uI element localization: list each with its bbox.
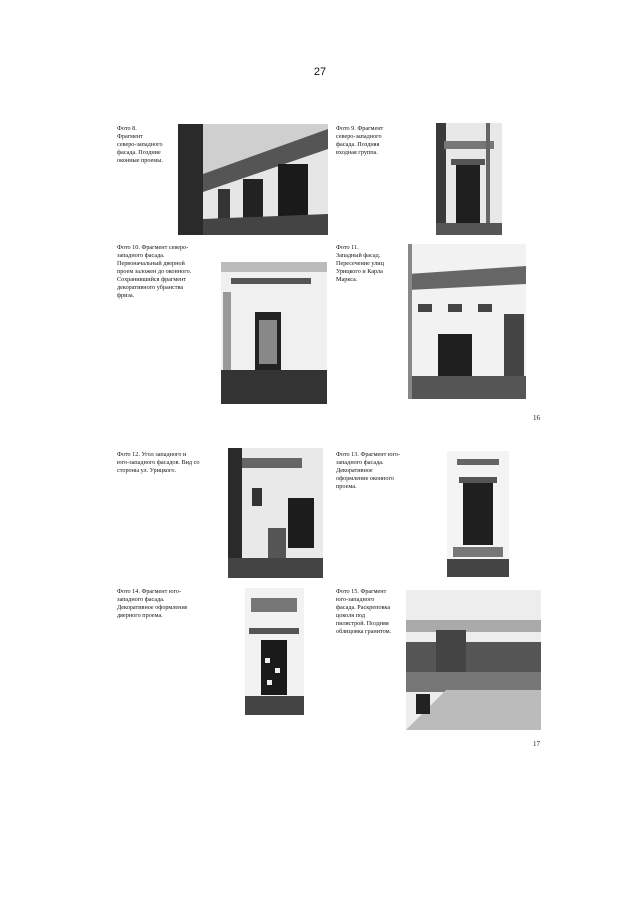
caption-photo-12: Фото 12. Угол западного и юго-западного фасадов. Вид со стороны ул. Урицкого. bbox=[117, 451, 200, 474]
photo-13 bbox=[447, 451, 509, 577]
photo-10 bbox=[221, 262, 327, 404]
caption-photo-8: Фото 8. Фрагмент северо-западного фасада. Поздние оконные проемы. bbox=[117, 125, 163, 164]
caption-photo-14: Фото 14. Фрагмент юго- западного фасада. Декоративное оформление дверного проема. bbox=[117, 588, 188, 619]
photo-14 bbox=[245, 588, 304, 715]
photo-11 bbox=[408, 244, 526, 399]
sheet-number-17: 17 bbox=[533, 740, 540, 748]
photo-8 bbox=[178, 124, 328, 235]
photo-15 bbox=[406, 590, 541, 730]
caption-photo-10: Фото 10. Фрагмент северо- западного фасада. Первоначальный дверной проем заложен до оконного. Сохранившийся фрагмент декоративного убранства фриза. bbox=[117, 244, 192, 299]
page-number: 27 bbox=[313, 66, 327, 78]
sheet-number-16: 16 bbox=[533, 414, 540, 422]
caption-photo-13: Фото 13. Фрагмент юго- западного фасада. Декоративное оформление оконного проема. bbox=[336, 451, 401, 490]
photo-9 bbox=[436, 123, 502, 235]
caption-photo-15: Фото 15. Фрагмент юго-западного фасада. Раскреповка цоколя под пилястрой. Поздняя облицовка гранитом. bbox=[336, 588, 392, 635]
caption-photo-9: Фото 9. Фрагмент северо-западного фасада. Поздняя входная группа. bbox=[336, 125, 384, 156]
caption-photo-11: Фото 11. Западный фасад. Пересечение улиц Урицкого и Карла Маркса. bbox=[336, 244, 384, 283]
photo-12 bbox=[228, 448, 323, 578]
